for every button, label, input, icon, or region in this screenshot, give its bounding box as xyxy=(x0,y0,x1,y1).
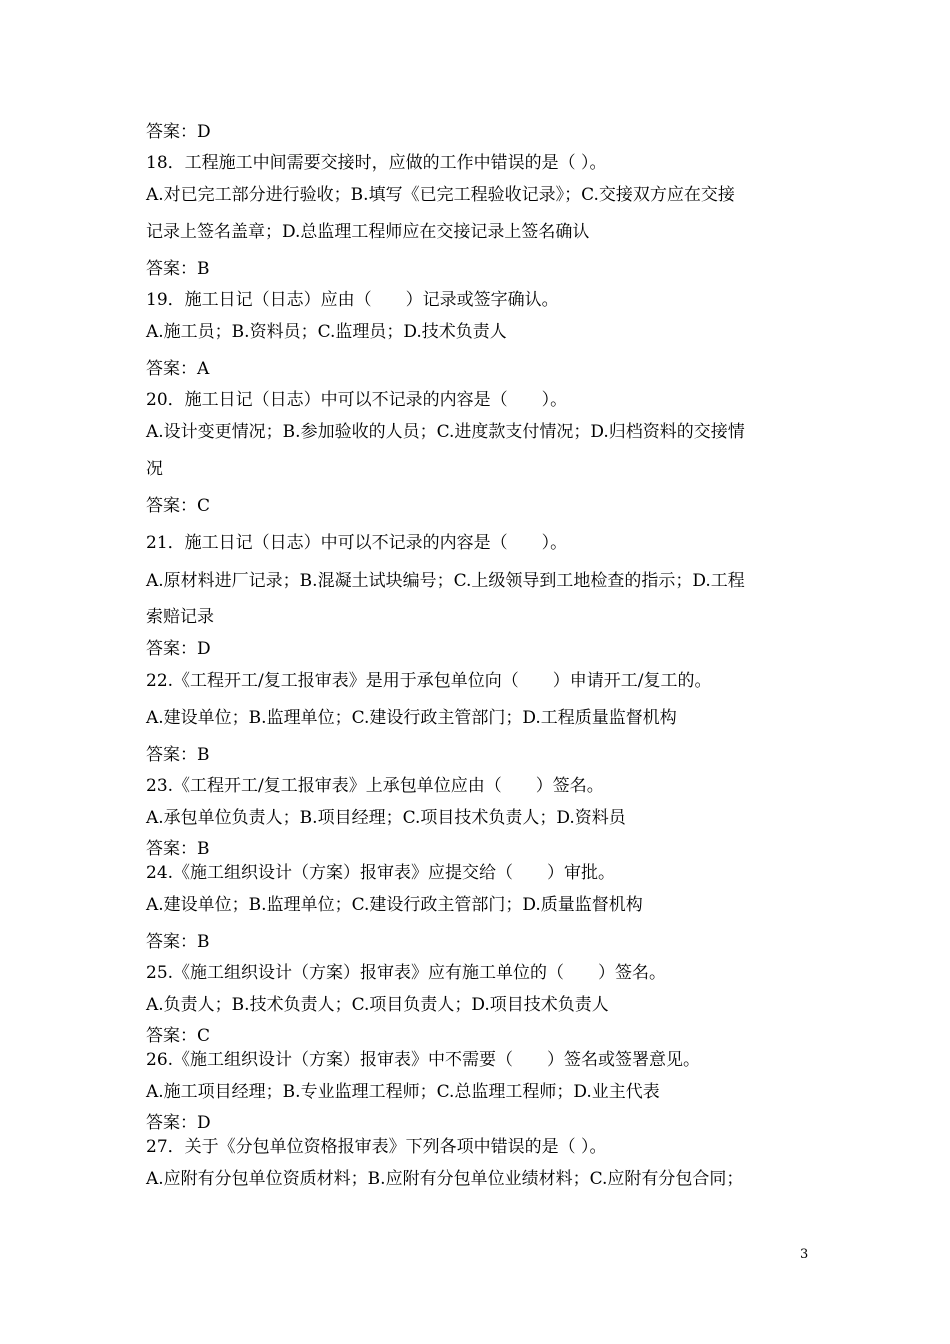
text-line: A.设计变更情况；B.参加验收的人员；C.进度款支付情况；D.归档资料的交接情 xyxy=(146,422,745,442)
text-line: A.原材料进厂记录；B.混凝土试块编号；C.上级领导到工地检查的指示；D.工程 xyxy=(146,571,745,591)
text-line: 23.《工程开工/复工报审表》上承包单位应由（ ）签名。 xyxy=(146,776,604,796)
text-line: A.对已完工部分进行验收；B.填写《已完工程验收记录》；C.交接双方应在交接 xyxy=(146,185,735,205)
text-line: 答案：B xyxy=(146,259,210,279)
text-line: 答案：B xyxy=(146,745,210,765)
text-line: 答案：D xyxy=(146,1113,211,1133)
text-line: 索赔记录 xyxy=(146,607,214,627)
text-line: 21．施工日记（日志）中可以不记录的内容是（ ）。 xyxy=(146,533,568,553)
text-line: 答案：C xyxy=(146,1026,211,1046)
text-line: 26.《施工组织设计（方案）报审表》中不需要（ ）签名或签署意见。 xyxy=(146,1050,701,1070)
text-line: 25.《施工组织设计（方案）报审表》应有施工单位的（ ）签名。 xyxy=(146,963,667,983)
text-line: A.建设单位；B.监理单位；C.建设行政主管部门；D.质量监督机构 xyxy=(146,895,643,915)
text-line: 答案：C xyxy=(146,496,211,516)
text-line: A.负责人；B.技术负责人；C.项目负责人；D.项目技术负责人 xyxy=(146,995,609,1015)
text-line: 答案：B xyxy=(146,932,210,952)
text-line: 记录上签名盖章；D.总监理工程师应在交接记录上签名确认 xyxy=(146,222,590,242)
text-line: 答案：A xyxy=(146,359,210,379)
text-line: 27．关于《分包单位资格报审表》下列各项中错误的是（ ）。 xyxy=(146,1137,607,1157)
text-line: A.施工项目经理；B.专业监理工程师；C.总监理工程师；D.业主代表 xyxy=(146,1082,660,1102)
text-line: 22.《工程开工/复工报审表》是用于承包单位向（ ）申请开工/复工的。 xyxy=(146,671,712,691)
text-line: 18．工程施工中间需要交接时，应做的工作中错误的是（ ）。 xyxy=(146,153,607,173)
text-line: 20．施工日记（日志）中可以不记录的内容是（ ）。 xyxy=(146,390,568,410)
text-line: 答案：D xyxy=(146,122,211,142)
text-line: 答案：D xyxy=(146,639,211,659)
text-line: A.建设单位；B.监理单位；C.建设行政主管部门；D.工程质量监督机构 xyxy=(146,708,677,728)
text-line: 况 xyxy=(146,459,163,479)
text-line: A.承包单位负责人；B.项目经理；C.项目技术负责人；D.资料员 xyxy=(146,808,626,828)
text-line: 19．施工日记（日志）应由（ ）记录或签字确认。 xyxy=(146,290,559,310)
text-line: 答案：B xyxy=(146,839,210,859)
page-number: 3 xyxy=(800,1247,809,1262)
text-line: A.施工员；B.资料员；C.监理员；D.技术负责人 xyxy=(146,322,507,342)
text-line: A.应附有分包单位资质材料；B.应附有分包单位业绩材料；C.应附有分包合同； xyxy=(146,1169,744,1189)
text-line: 24.《施工组织设计（方案）报审表》应提交给（ ）审批。 xyxy=(146,863,616,883)
